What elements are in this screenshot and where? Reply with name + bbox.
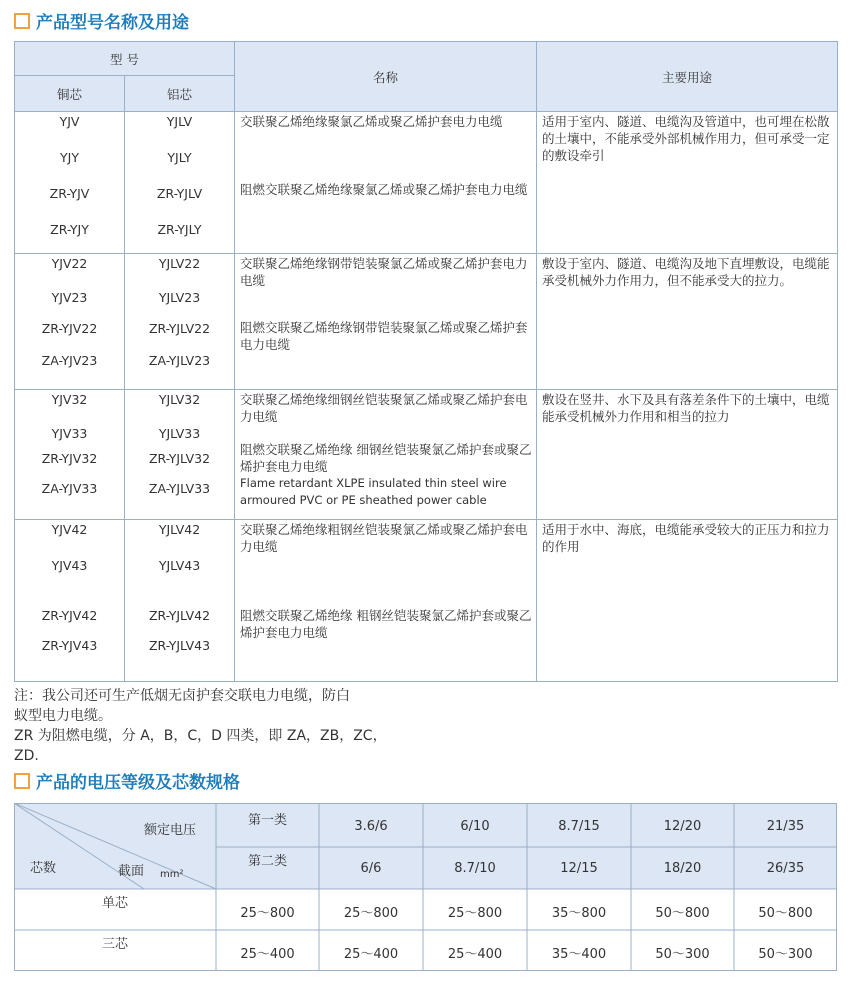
cable-name-english: Flame retardant XLPE insulated thin steel wire armoured PVC or PE sheathed power cable <box>240 476 507 507</box>
model-code: ZR-YJLV32 <box>148 451 211 466</box>
section-range: 25～400 <box>343 947 399 962</box>
model-code: ZR-YJLV22 <box>148 321 211 336</box>
class1-label: 第一类 <box>247 813 287 828</box>
cable-name-flame-retardant: 阻燃交联聚乙烯绝缘钢带铠装聚氯乙烯或聚乙烯护套电力电缆 <box>240 320 528 352</box>
model-code: YJLV43 <box>158 558 201 573</box>
cable-name-flame-retardant: 阻燃交联聚乙烯绝缘 粗钢丝铠装聚氯乙烯护套或聚乙烯护套电力电缆 <box>240 608 532 640</box>
header-use: 主要用途 <box>537 42 838 112</box>
copper-models <box>15 112 125 254</box>
model-table <box>14 41 838 682</box>
model-code: YJLV33 <box>158 426 201 441</box>
model-code: ZR-YJLY <box>157 222 202 237</box>
name-cell <box>235 254 537 390</box>
section-range: 35～400 <box>551 947 607 962</box>
voltage-class1: 21/35 <box>766 819 805 834</box>
cable-name: 交联聚乙烯绝缘细钢丝铠装聚氯乙烯或聚乙烯护套电力电缆 <box>240 392 528 424</box>
voltage-class2: 8.7/10 <box>454 861 496 876</box>
model-code: ZR-YJV43 <box>41 638 98 653</box>
use-cell: 敷设于室内、隧道、电缆沟及地下直埋敷设，电缆能承受机械外力作用力，但不能承受大的拉力。 <box>537 254 838 390</box>
table-row <box>15 520 838 682</box>
model-code: YJY <box>60 150 79 165</box>
note-line: ZR 为阻燃电缆，分 A，B，C，D 四类，即 ZA，ZB，ZC， <box>14 728 387 744</box>
model-code: YJV23 <box>51 290 88 305</box>
section-range: 50～800 <box>655 906 710 921</box>
table-row <box>15 390 838 520</box>
section-title-text: 产品的电压等级及芯数规格 <box>36 773 240 793</box>
aluminum-models <box>125 112 235 254</box>
name-cell <box>235 520 537 682</box>
model-code: ZA-YJLV23 <box>148 353 211 368</box>
copper-models <box>15 390 125 520</box>
header-aluminum: 铝芯 <box>125 76 235 112</box>
voltage-class1: 6/10 <box>460 819 490 834</box>
use-cell: 适用于水中、海底，电缆能承受较大的正压力和拉力的作用 <box>537 520 838 682</box>
model-code: YJV42 <box>51 522 88 537</box>
diag-voltage-label: 额定电压 <box>144 823 197 838</box>
name-cell <box>235 112 537 254</box>
header-copper: 铜芯 <box>15 76 125 112</box>
cable-name-flame-retardant: 阻燃交联聚乙烯绝缘 细钢丝铠装聚氯乙烯护套或聚乙烯护套电力电缆 <box>240 442 532 474</box>
model-code: ZR-YJLV43 <box>148 638 211 653</box>
row-label-single-core: 单芯 <box>101 896 128 911</box>
cable-name-flame-retardant: 阻燃交联聚乙烯绝缘聚氯乙烯或聚乙烯护套电力电缆 <box>240 182 528 197</box>
cable-name: 交联聚乙烯绝缘聚氯乙烯或聚乙烯护套电力电缆 <box>240 114 503 129</box>
voltage-class2: 18/20 <box>663 861 702 876</box>
use-cell: 敷设在竖井、水下及具有落差条件下的土壤中，电缆能承受机械外力作用和相当的拉力 <box>537 390 838 520</box>
model-code: ZR-YJY <box>50 222 89 237</box>
note-line: 蚁型电力电缆。 <box>14 708 112 724</box>
cable-name: 交联聚乙烯绝缘钢带铠装聚氯乙烯或聚乙烯护套电力电缆 <box>240 256 528 288</box>
voltage-table <box>14 803 837 971</box>
model-code: ZR-YJV42 <box>41 608 98 623</box>
square-bullet-icon <box>14 773 30 789</box>
header-model: 型 号 <box>15 42 235 76</box>
voltage-class2: 6/6 <box>360 861 382 876</box>
aluminum-models <box>125 520 235 682</box>
voltage-class1: 8.7/15 <box>558 819 600 834</box>
use-cell: 适用于室内、隧道、电缆沟及管道中，也可埋在松散的土壤中，不能承受外部机械作用力，但可承受一定的敷设牵引 <box>537 112 838 254</box>
section-range: 25～800 <box>240 906 295 921</box>
voltage-class1: 12/20 <box>663 819 702 834</box>
model-code: ZR-YJLV42 <box>148 608 211 623</box>
model-code: YJLV23 <box>158 290 201 305</box>
note-line: 注：我公司还可生产低烟无卤护套交联电力电缆，防白 <box>14 688 350 704</box>
section-title-voltage <box>14 768 240 793</box>
copper-models <box>15 520 125 682</box>
model-code: ZA-YJV33 <box>41 481 98 496</box>
table-row <box>15 112 838 254</box>
class2-label: 第二类 <box>247 854 287 869</box>
section-range: 50～300 <box>655 947 710 962</box>
model-code: ZA-YJLV33 <box>148 481 211 496</box>
diag-section-label: 截面 <box>118 864 145 879</box>
note-line: ZD. <box>14 748 39 764</box>
model-code: YJV33 <box>51 426 88 441</box>
model-code: YJLV42 <box>158 522 201 537</box>
table-row <box>15 254 838 390</box>
cable-name: 交联聚乙烯绝缘粗钢丝铠装聚氯乙烯或聚乙烯护套电力电缆 <box>240 522 528 554</box>
section-range: 50～800 <box>758 906 813 921</box>
voltage-class2: 12/15 <box>560 861 598 876</box>
voltage-class2: 26/35 <box>766 861 805 876</box>
model-code: YJV32 <box>51 392 88 407</box>
model-code: ZA-YJV23 <box>41 353 98 368</box>
footnote <box>14 686 387 766</box>
model-code: YJLV22 <box>158 256 201 271</box>
model-code: ZR-YJV <box>49 186 90 201</box>
name-cell <box>235 390 537 520</box>
section-range: 25～400 <box>447 947 503 962</box>
model-code: YJLV32 <box>158 392 201 407</box>
model-code: ZR-YJLV <box>156 186 203 201</box>
section-range: 50～300 <box>758 947 813 962</box>
diag-cores-label: 芯数 <box>30 861 57 876</box>
header-name: 名称 <box>235 42 537 112</box>
square-bullet-icon <box>14 13 30 29</box>
section-title-text: 产品型号名称及用途 <box>36 13 189 33</box>
model-code: ZR-YJV32 <box>41 451 98 466</box>
model-code: YJV <box>59 114 80 129</box>
copper-models <box>15 254 125 390</box>
aluminum-models <box>125 390 235 520</box>
section-range: 25～400 <box>240 947 295 962</box>
section-range: 25～800 <box>447 906 503 921</box>
model-code: YJV43 <box>51 558 88 573</box>
model-code: ZR-YJV22 <box>41 321 98 336</box>
section-range: 35～800 <box>551 906 607 921</box>
model-code: YJLY <box>167 150 192 165</box>
model-code: YJV22 <box>51 256 88 271</box>
aluminum-models <box>125 254 235 390</box>
diag-unit-label: mm² <box>160 869 184 880</box>
row-label-three-core: 三芯 <box>101 937 128 952</box>
section-title-models <box>14 8 189 33</box>
section-range: 25～800 <box>343 906 399 921</box>
model-code: YJLV <box>166 114 193 129</box>
voltage-class1: 3.6/6 <box>354 819 388 834</box>
